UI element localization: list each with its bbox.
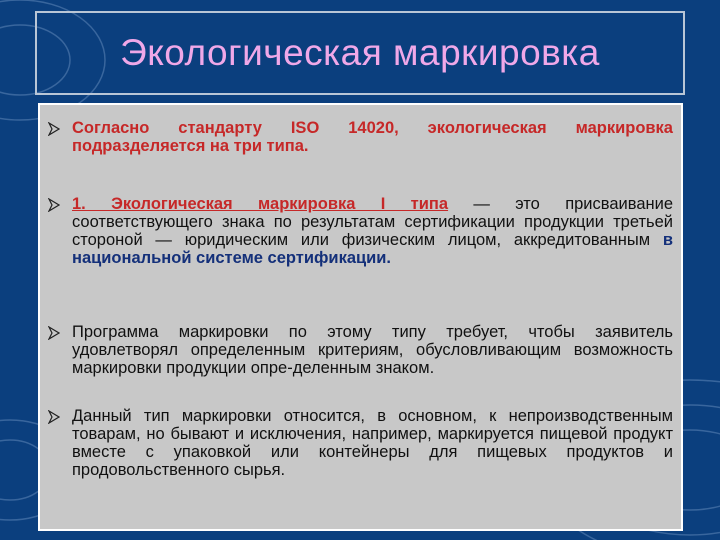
bullet-text (72, 195, 673, 267)
arrow-bullet-icon (48, 410, 60, 424)
slide-title: Экологическая маркировка (120, 32, 600, 73)
content-panel (38, 103, 683, 531)
arrow-bullet-icon (48, 122, 60, 136)
bullet-lead: 1. Экологическая маркировка I типа (72, 195, 449, 213)
bullet-text: Согласно стандарту ISO 14020, экологическая маркировка подразделяется на три типа. (72, 119, 673, 155)
title-frame (35, 11, 685, 95)
bullet-body: — это присваивание соответствующего знака по результатам сертификации продукции третьей стороной — юридическим или физическим лицом, аккредитованным (72, 195, 674, 249)
arrow-bullet-icon (48, 198, 60, 212)
bullet-text: Данный тип маркировки относится, в основном, к непроизводственным товарам, но бывают и исключения, например, маркируется пищевой продукт вместе с упаковкой или контейнеры для пищевых продуктов и продовольственного сырья. (72, 407, 673, 479)
arrow-bullet-icon (48, 326, 60, 340)
bullet-tail: в национальной системе сертификации. (72, 231, 673, 267)
bullet-text: Программа маркировки по этому типу требует, чтобы заявитель удовлетворял определенным критериям, обусловливающим возможность маркировки продукции опре-деленным знаком. (72, 323, 673, 377)
